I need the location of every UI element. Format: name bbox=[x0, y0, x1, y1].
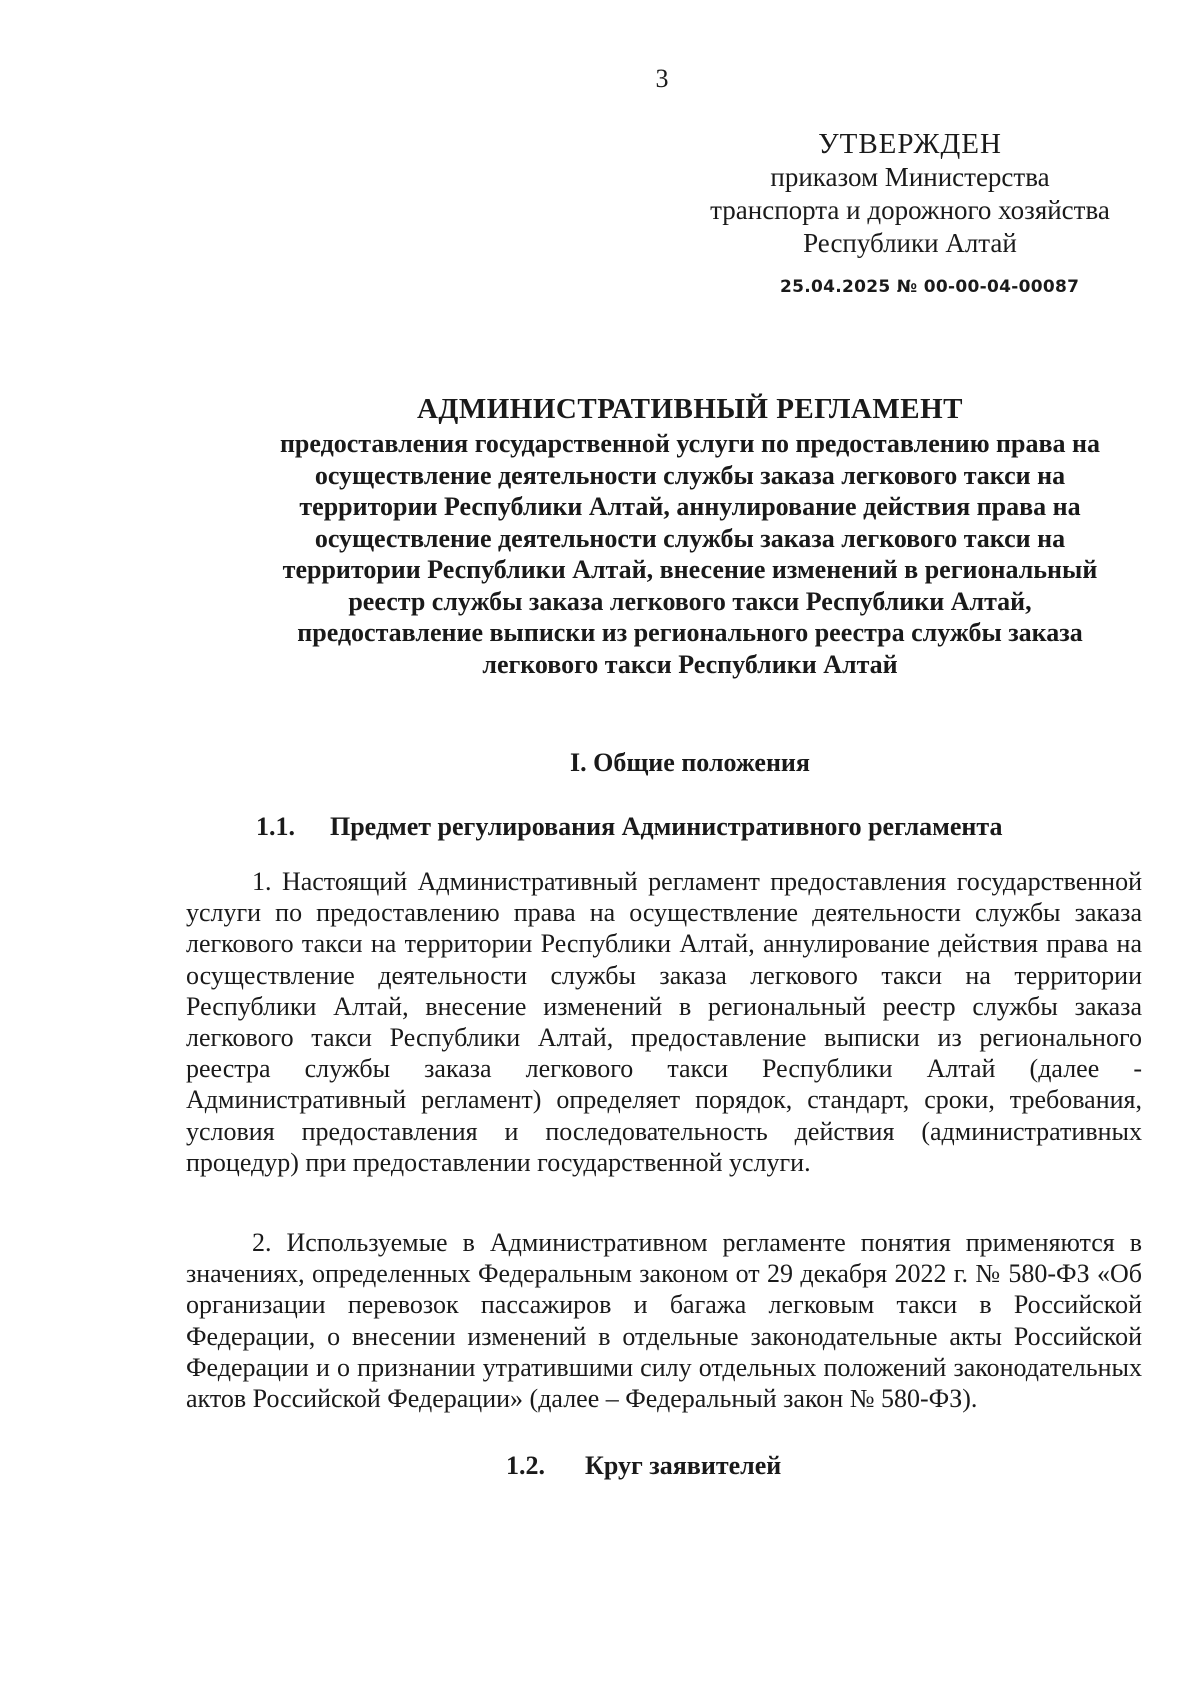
order-date-number-stamp: 25.04.2025 № 00-00-04-00087 bbox=[780, 277, 1080, 297]
approval-heading: УТВЕРЖДЕН bbox=[818, 128, 1002, 160]
subsection-title: Предмет регулирования Административного регламента bbox=[330, 812, 1003, 841]
approval-line: транспорта и дорожного хозяйства bbox=[710, 195, 1110, 225]
page-number: 3 bbox=[655, 64, 669, 93]
subsection-title: Круг заявителей bbox=[585, 1451, 782, 1480]
section-heading: I. Общие положения bbox=[570, 748, 810, 777]
title-block bbox=[190, 392, 1190, 680]
paragraph-text: 1. Настоящий Административный регламент предоставления государственной услуги по предоставлению права на осуществление деятельности службы заказа легкового такси на территории Республики Алтай, аннулирование действия права на осуществление деятельности службы заказа легкового такси на территории Республики Алтай, внесение изменений в региональный реестр службы заказа легкового такси Республики Алтай, предоставление выписки из регионального реестра службы заказа легкового такси Республики Алтай (далее - Административный регламент) определяет порядок, стандарт, сроки, требования, условия предоставления и последовательность действия (административных процедур) при предоставлении государственной услуги. bbox=[186, 867, 1142, 1177]
document-subtitle: предоставления государственной услуги по предоставлению права на осуществление деятельности службы заказа легкового такси на территории Республики Алтай, аннулирование действия права на осуществление деятельности службы заказа легкового такси на территории Республики Алтай, внесение изменений в региональный реестр службы заказа легкового такси Республики Алтай, предоставление выписки из регионального реестра службы заказа легкового такси Республики Алтай bbox=[279, 429, 1101, 679]
document-title: АДМИНИСТРАТИВНЫЙ РЕГЛАМЕНТ bbox=[416, 393, 963, 425]
body-paragraph bbox=[186, 866, 1142, 1178]
approval-line: приказом Министерства bbox=[770, 162, 1050, 192]
body-paragraph bbox=[186, 1227, 1142, 1414]
subsection-number: 1.1. bbox=[256, 812, 295, 841]
approval-line: Республики Алтай bbox=[803, 228, 1017, 258]
approval-block bbox=[680, 128, 1140, 260]
subsection-number: 1.2. bbox=[506, 1451, 545, 1480]
paragraph-text: 2. Используемые в Административном регламенте понятия применяются в значениях, определенных Федеральным законом от 29 декабря 2022 г. № 580-ФЗ «Об организации перевозок пассажиров и багажа легковым такси в Российской Федерации, о внесении изменений в отдельные законодательные акты Российской Федерации и о признании утратившими силу отдельных положений законодательных актов Российской Федерации» (далее – Федеральный закон № 580-ФЗ). bbox=[186, 1228, 1142, 1414]
